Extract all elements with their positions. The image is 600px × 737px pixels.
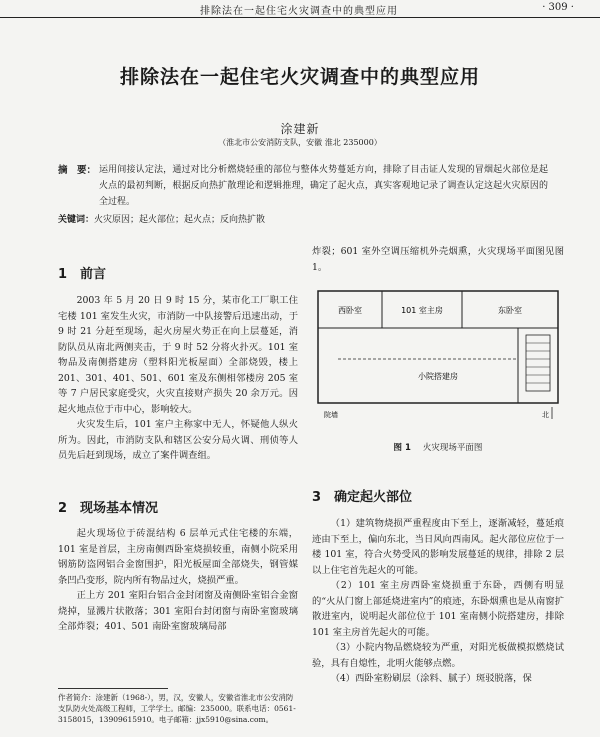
figure-number: 图 1 <box>393 443 411 453</box>
abstract-label: 摘 要： <box>58 165 97 176</box>
page-number: · 309 · <box>542 2 574 13</box>
section-3-heading: 3 确定起火部位 <box>312 490 413 505</box>
figure-caption-text: 火灾现场平面图 <box>422 443 483 453</box>
keywords <box>58 212 548 225</box>
keywords-text: 火灾原因；起火部位；起火点；反向热扩散 <box>94 215 266 225</box>
abstract <box>58 162 548 210</box>
author-name: 涂建新 <box>280 122 320 136</box>
section-2-body <box>58 526 298 635</box>
paragraph: （3）小院内物品燃烧较为严重，对阳光板做模拟燃烧试验，具有自熄性，北明火能够点燃。 <box>312 642 564 669</box>
paragraph: （1）建筑物烧损严重程度由下至上，逐渐减轻，蔓延痕迹由下至上，偏向东北，当日风向西南风。起火部位应位于一楼 101 室，符合火势受风的影响发展蔓延的规律，排除 2 层以上住宅首先起火的可能。 <box>312 518 564 576</box>
running-header <box>0 0 600 18</box>
footnote-divider <box>58 688 168 689</box>
paper-title: 排除法在一起住宅火灾调查中的典型应用 <box>119 66 480 88</box>
room-label-west: 西卧室 <box>338 306 362 315</box>
paragraph: 正上方 201 室阳台铝合金封闭窗及南侧卧室铝合金窗烧掉，显溅片状散落；301 室阳台封闭窗与南卧室窗玻璃全部炸裂；401、501 南卧室窗玻璃局部 <box>58 590 298 632</box>
paragraph: 2003 年 5 月 20 日 9 时 15 分，某市化工厂职工住宅楼 101 室发生火灾，市消防一中队接警后迅速出动，于 9 时 21 分赶至现场，起火房屋火势正在向上层蔓延，消防队员从南北两侧夹击，于 9 时 52 分将火扑灭。101 室物品及南侧搭建房（塑料阳光板屋面）全部烧毁，楼上 201、301、401、501、601 室及东侧相邻楼房 205 室等 7 户居民家庭受灾，火灾直接财产损失 20 余万元。因起火地点位于市中心，影响较大。 <box>58 295 298 415</box>
section-2-heading: 2 现场基本情况 <box>58 501 159 516</box>
keywords-label: 关键词： <box>58 215 95 225</box>
floor-plan-figure <box>312 283 564 423</box>
author-affiliation: （淮北市公安消防支队，安徽 淮北 235000） <box>218 138 382 147</box>
north-label: 北 <box>542 411 549 419</box>
paragraph: 炸裂；601 室外空调压缩机外壳烟熏，火灾现场平面图见图 1。 <box>312 246 564 273</box>
paragraph: （4）西卧室粉刷层（涂料、腻子）斑驳脱落，保 <box>330 673 532 684</box>
running-title: 排除法在一起住宅火灾调查中的典型应用 <box>200 6 398 17</box>
room-label-east: 东卧室 <box>498 306 522 315</box>
paragraph: 起火现场位于砖混结构 6 层单元式住宅楼的东端，101 室是首层，主房南侧西卧室烧损较重，南侧小院采用钢筋防盗网铝合金窗围护，阳光板屋面全部烧失，钢管媒条凹凸变形，院内所有物品过火，烧损严重。 <box>58 528 298 586</box>
abstract-text: 运用间接认定法，通过对比分析燃烧轻重的部位与整体火势蔓延方向，排除了目击证人发现的冒烟起火部位是起火点的最初判断，根据反向热扩散理论和逻辑推理，确定了起火点，真实客观地记录了调查认定这起火灾原因的全过程。 <box>99 165 548 207</box>
figure-caption <box>312 441 564 453</box>
room-label-main: 101 室主房 <box>401 306 443 315</box>
section-1-heading: 1 前言 <box>58 267 107 282</box>
author-footnote: 作者简介：涂建新（1968-），男，汉，安徽人，安徽省淮北市公安消防支队防火处高级工程师，工学学士。邮编：235000。联系电话：0561-3158015，13909615910。电子邮箱：jjx5910@sina.com。 <box>58 693 296 724</box>
section-1-body <box>58 293 298 464</box>
continued-paragraph <box>312 244 564 275</box>
stairwell <box>526 335 550 391</box>
paragraph: 火灾发生后，101 室户主称家中无人，怀疑他人纵火所为。因此，市消防支队和辖区公安分局火调、刑侦等人员先后赶到现场，成立了案件调查组。 <box>58 419 298 461</box>
paragraph: （2）101 室主房西卧室烧损重于东卧，西侧有明显的“火从门窗上部延烧进室内”的痕迹，东卧烟熏也是从南窗扩散进室内，说明起火部位位于 101 室南侧小院搭建房，排除 101 室主房首先起火的可能。 <box>312 580 564 638</box>
room-label-yard: 小院搭建房 <box>418 372 458 381</box>
section-3-body <box>312 516 564 687</box>
wall-label: 院墙 <box>324 411 338 419</box>
